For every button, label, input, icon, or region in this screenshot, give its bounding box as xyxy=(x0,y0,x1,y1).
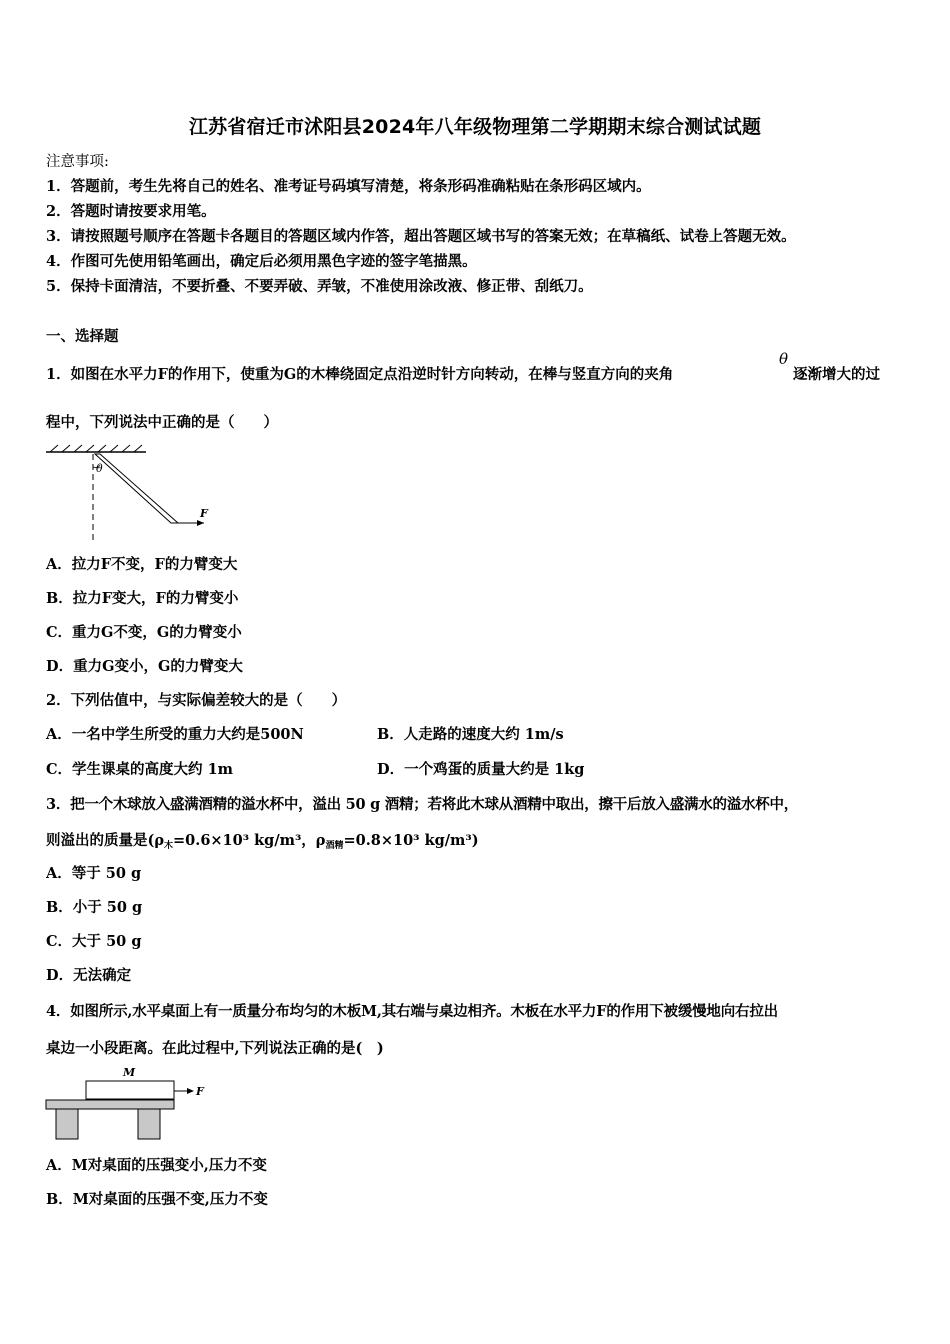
page-title: 江苏省宿迁市沭阳县2024年八年级物理第二学期期末综合测试试题 xyxy=(188,116,762,138)
q3-sub-wood: 木 xyxy=(164,841,174,851)
section-heading: 一、选择题 xyxy=(46,328,119,345)
force-arrow-head xyxy=(187,1088,194,1094)
q3-line2-part-c: =0.8×10³ kg/m³) xyxy=(343,832,479,849)
q3-sub-alcohol: 酒精 xyxy=(325,841,344,851)
notice-item: 5．保持卡面清洁，不要折叠、不要弄破、弄皱，不准使用涂改液、修正带、刮纸刀。 xyxy=(46,278,593,295)
q1-fig-force-label: F xyxy=(200,507,208,520)
q1-option-d: D．重力G变小，G的力臂变大 xyxy=(46,658,243,675)
q3-option-a: A．等于 50 g xyxy=(46,865,142,882)
q4-stem-line1: 4．如图所示,水平桌面上有一质量分布均匀的木板M,其右端与桌边相齐。木板在水平力F的作用下被缓慢地向右拉出 xyxy=(46,1003,778,1020)
notice-item: 3．请按照题号顺序在答题卡各题目的答题区域内作答，超出答题区域书写的答案无效；在草稿纸、试卷上答题无效。 xyxy=(46,228,796,245)
q4-option-b: B．M对桌面的压强不变,压力不变 xyxy=(46,1191,268,1208)
q1-stem-line2: 程中，下列说法中正确的是（ ） xyxy=(46,414,278,431)
q1-rod-figure xyxy=(44,445,214,545)
table-top xyxy=(46,1100,174,1109)
q4-option-a: A．M对桌面的压强变小,压力不变 xyxy=(46,1157,267,1174)
q1-theta-symbol: θ xyxy=(779,350,789,368)
wooden-board xyxy=(86,1081,174,1099)
q1-option-c: C．重力G不变，G的力臂变小 xyxy=(46,624,242,641)
q3-option-c: C．大于 50 g xyxy=(46,933,142,950)
q2-option-c: C．学生课桌的高度大约 1m xyxy=(46,761,234,778)
notice-item: 2．答题时请按要求用笔。 xyxy=(46,203,216,220)
notice-heading: 注意事项: xyxy=(46,154,109,170)
q3-stem-line2 xyxy=(46,832,479,855)
q2-option-d: D．一个鸡蛋的质量大约是 1kg xyxy=(377,761,585,778)
q3-line2-part-a: 则溢出的质量是(ρ xyxy=(46,832,165,849)
q1-option-b: B．拉力F变大，F的力臂变小 xyxy=(46,590,239,607)
q4-stem-line2: 桌边一小段距离。在此过程中,下列说法正确的是( ) xyxy=(46,1040,384,1057)
table-leg-right xyxy=(138,1109,160,1139)
q2-option-a: A．一名中学生所受的重力大约是500N xyxy=(46,726,304,743)
q2-stem: 2．下列估值中，与实际偏差较大的是（ ） xyxy=(46,692,347,709)
force-arrow-head xyxy=(197,520,204,526)
q1-stem-line1: 1．如图在水平力F的作用下，使重为G的木棒绕固定点沿逆时针方向转动，在棒与竖直方向的夹角 xyxy=(46,366,674,383)
q1-fig-theta-label: θ xyxy=(96,462,103,475)
q3-option-d: D．无法确定 xyxy=(46,967,132,984)
q1-stem-line1-end: 逐渐增大的过 xyxy=(793,366,880,383)
notice-item: 4．作图可先使用铅笔画出，确定后必须用黑色字迹的签字笔描黑。 xyxy=(46,253,477,270)
notice-item: 1．答题前，考生先将自己的姓名、准考证号码填写清楚，将条形码准确粘贴在条形码区域内。 xyxy=(46,178,651,195)
wooden-rod xyxy=(95,454,178,523)
q3-option-b: B．小于 50 g xyxy=(46,899,143,916)
q3-line2-part-b: =0.6×10³ kg/m³，ρ xyxy=(173,832,326,849)
ceiling-hatch xyxy=(50,445,142,452)
q1-option-a: A．拉力F不变，F的力臂变大 xyxy=(46,556,238,573)
table-leg-left xyxy=(56,1109,78,1139)
q3-stem-line1: 3．把一个木球放入盛满酒精的溢水杯中，溢出 50 g 酒精；若将此木球从酒精中取出，擦干后放入盛满水的溢水杯中， xyxy=(46,796,799,813)
q2-option-b: B．人走路的速度大约 1m/s xyxy=(377,726,564,743)
q4-fig-m-label: M xyxy=(123,1066,136,1079)
q4-fig-force-label: F xyxy=(196,1085,204,1098)
